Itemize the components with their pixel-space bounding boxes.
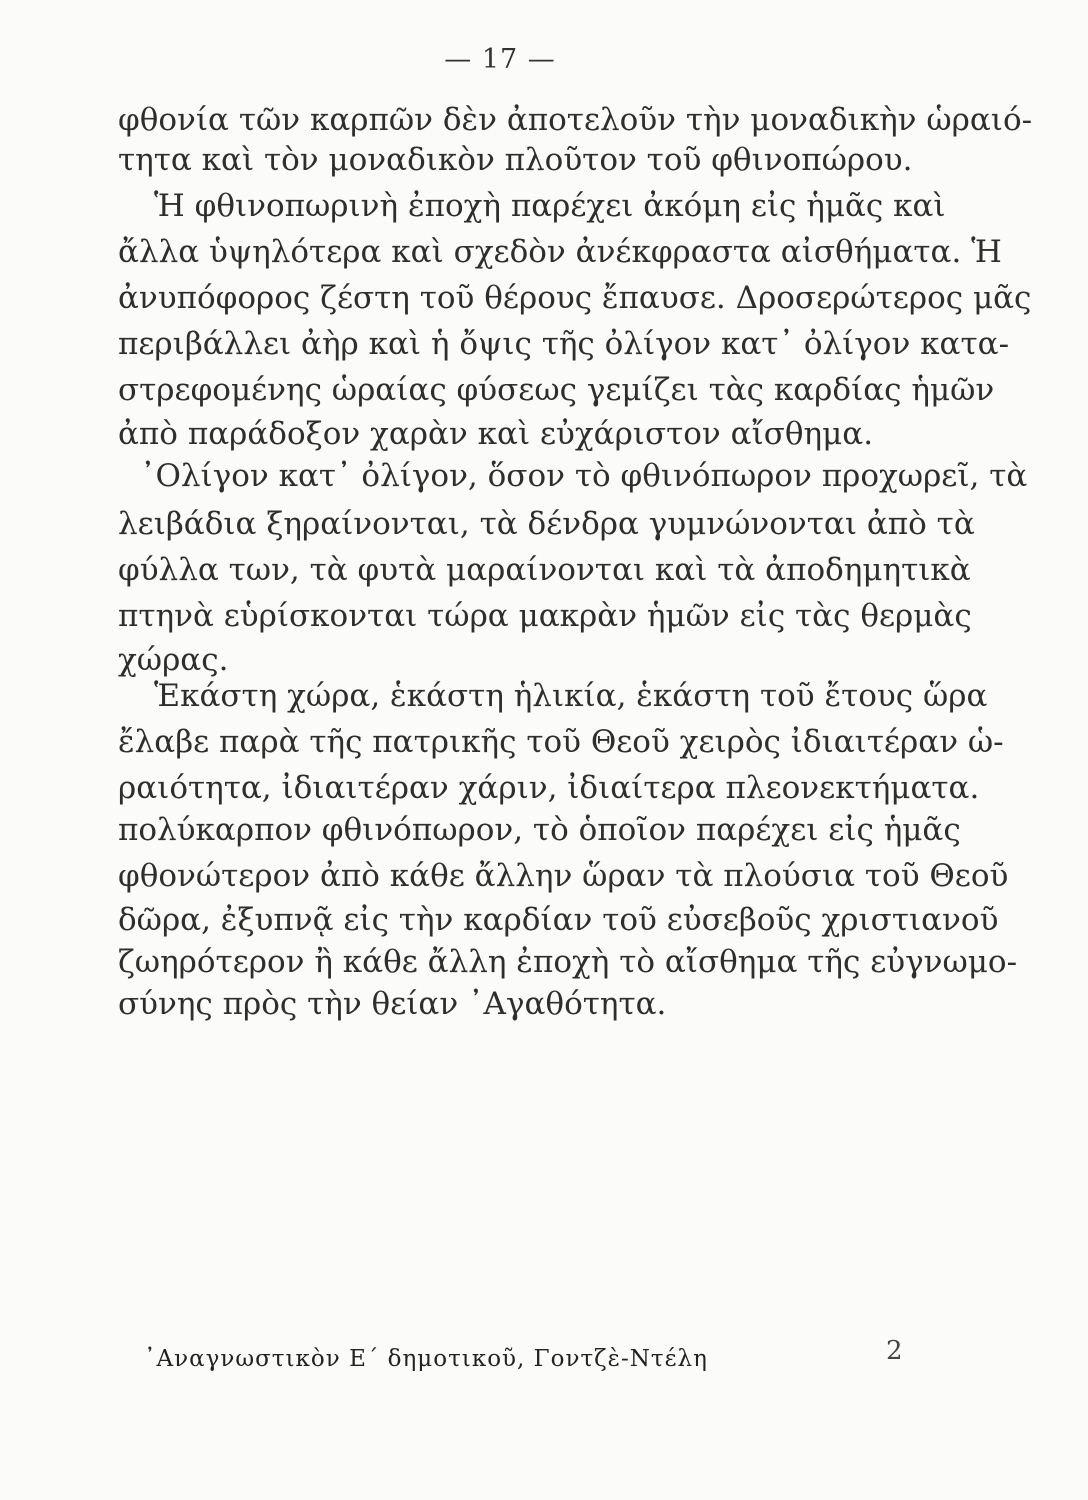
text-line: Ἑκάστη χώρα, ἑκάστη ἡλικία, ἑκάστη τοῦ ἔτους ὥρα (154, 678, 988, 714)
text-line: ραιότητα, ἰδιαιτέραν χάριν, ἰδιαίτερα πλεονεκτήματα. (118, 770, 980, 806)
text-line: φύλλα των, τὰ φυτὰ μαραίνονται καὶ τὰ ἀποδημητικὰ (118, 552, 971, 588)
page-number: — 17 — (444, 44, 556, 75)
text-line: ἔλαβε παρὰ τῆς πατρικῆς τοῦ Θεοῦ χειρὸς ἰδιαιτέραν ὡ- (118, 724, 1004, 760)
text-line: φθονώτερον ἀπὸ κάθε ἄλλην ὥραν τὰ πλούσια τοῦ Θεοῦ (118, 858, 1009, 894)
text-line: στρεφομένης ὡραίας φύσεως γεμίζει τὰς καρδίας ἡμῶν (118, 372, 995, 408)
text-line: ἄλλα ὑψηλότερα καὶ σχεδὸν ἀνέκφραστα αἰσθήματα. Ἡ (118, 234, 1002, 270)
text-line: περιβάλλει ἀὴρ καὶ ἡ ὄψις τῆς ὀλίγον κατ᾽ ὀλίγον κατα- (118, 326, 1010, 362)
text-line: ᾽Ολίγον κατ᾽ ὀλίγον, ὅσον τὸ φθινόπωρον προχωρεῖ, τὰ (140, 458, 1028, 494)
text-line: πολύκαρπον φθινόπωρον, τὸ ὁποῖον παρέχει εἰς ἡμᾶς (118, 812, 961, 848)
text-line: ἀνυπόφορος ζέστη τοῦ θέρους ἔπαυσε. Δροσερώτερος μᾶς (118, 280, 1032, 316)
text-line: δῶρα, ἐξυπνᾷ εἰς τὴν καρδίαν τοῦ εὐσεβοῦς χριστιανοῦ (118, 902, 999, 938)
text-line: φθονία τῶν καρπῶν δὲν ἀποτελοῦν τὴν μοναδικὴν ὡραιό- (118, 102, 1033, 138)
book-footer: ᾽Αναγνωστικὸν Ε΄ δημοτικοῦ, Γοντζὲ-Ντέλη (144, 1346, 708, 1372)
text-line: ἀπὸ παράδοξον χαρὰν καὶ εὐχάριστον αἴσθημα. (118, 416, 874, 452)
text-line: λειβάδια ξηραίνονται, τὰ δένδρα γυμνώνονται ἀπὸ τὰ (118, 506, 975, 542)
text-line: πτηνὰ εὑρίσκονται τώρα μακρὰν ἡμῶν εἰς τὰς θερμὰς (118, 598, 972, 634)
text-line: ζωηρότερον ἢ κάθε ἄλλη ἐποχὴ τὸ αἴσθημα τῆς εὐγνωμο- (118, 944, 1018, 980)
text-line: Ἡ φθινοπωρινὴ ἐποχὴ παρέχει ἀκόμη εἰς ἡμᾶς καὶ (154, 188, 946, 224)
sheet-number: 2 (886, 1336, 903, 1366)
text-line: σύνης πρὸς τὴν θείαν ᾽Αγαθότητα. (118, 986, 667, 1022)
text-line: τητα καὶ τὸν μοναδικὸν πλοῦτον τοῦ φθινοπώρου. (118, 142, 913, 178)
text-line: χώρας. (118, 642, 229, 678)
